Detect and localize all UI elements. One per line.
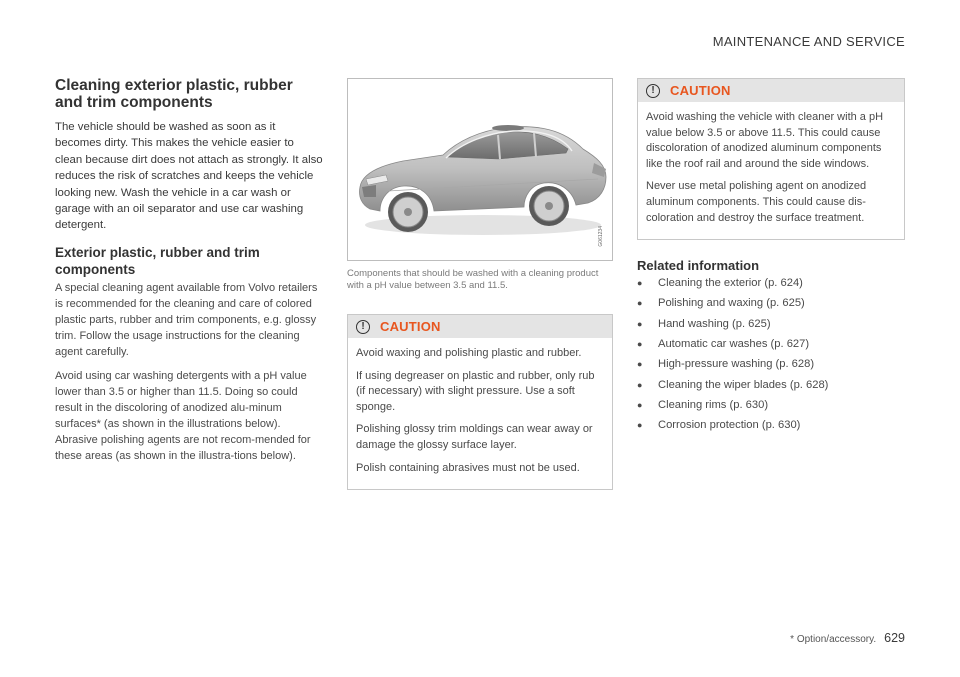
bullet-icon: ● [637, 399, 643, 410]
related-link-label[interactable]: Cleaning rims (p. 630) [658, 398, 769, 411]
related-link[interactable] [637, 276, 905, 291]
caution-text: Polishing glossy trim moldings can wear away or damage the glossy surface layer. [356, 423, 593, 451]
related-info-title: Related information [637, 258, 760, 274]
bullet-icon: ● [637, 359, 643, 370]
related-link[interactable] [637, 296, 905, 311]
related-link[interactable] [637, 357, 905, 372]
car-icon [348, 79, 614, 262]
caution-box-ph [637, 78, 905, 240]
exclamation-circle-icon: ! [356, 320, 370, 334]
exclamation-circle-icon: ! [646, 84, 660, 98]
running-header: MAINTENANCE AND SERVICE [712, 34, 905, 49]
section-subtitle: Exterior plastic, rubber and trim components [55, 244, 260, 277]
column-left [55, 77, 323, 472]
page-number: 629 [884, 631, 905, 645]
related-link-label[interactable]: Cleaning the wiper blades (p. 628) [658, 378, 829, 391]
column-middle [347, 78, 613, 490]
related-link-label[interactable]: Automatic car washes (p. 627) [658, 338, 810, 351]
footnote: * Option/accessory. [790, 634, 877, 645]
related-link-label[interactable]: Polishing and waxing (p. 625) [658, 297, 805, 310]
figure-caption: Components that should be washed with a cleaning product with a pH value between 3.5 and 11.5. [347, 268, 599, 291]
related-link[interactable] [637, 398, 905, 413]
bullet-icon: ● [637, 420, 643, 431]
caution-text: Never use metal polishing agent on anodized aluminum components. This could cause dis-coloration and destroy the surface treatment. [646, 180, 867, 224]
caution-header [348, 315, 612, 338]
bullet-icon: ● [637, 339, 643, 350]
bullet-icon: ● [637, 318, 643, 329]
page-title: Cleaning exterior plastic, rubber and trim components [55, 77, 293, 111]
caution-header [638, 79, 904, 102]
bullet-icon: ● [637, 379, 643, 390]
caution-box-waxing [347, 314, 613, 490]
related-link-label[interactable]: Cleaning the exterior (p. 624) [658, 277, 803, 290]
related-link-label[interactable]: High-pressure washing (p. 628) [658, 358, 815, 371]
caution-body [638, 102, 904, 239]
related-link-label[interactable]: Hand washing (p. 625) [658, 317, 771, 330]
figure-code: G061234 [598, 226, 604, 247]
caution-title: CAUTION [670, 83, 731, 98]
related-link[interactable] [637, 378, 905, 393]
caution-text: Polish containing abrasives must not be used. [356, 461, 580, 474]
caution-body [348, 338, 612, 489]
page-footer [790, 631, 905, 645]
related-link[interactable] [637, 418, 905, 433]
related-link[interactable] [637, 337, 905, 352]
paragraph-cleaning-agent: A special cleaning agent available from Volvo retailers is recommended for the cleaning and care of colored plastic parts, rubber and trim components, e.g. glossy trim. Follow the usage instructions for the cleaning agent carefully. [55, 281, 318, 358]
bullet-icon: ● [637, 298, 643, 309]
intro-paragraph: The vehicle should be washed as soon as it becomes dirty. This makes the vehicle easier to clean because dirt does not attach as strongly. It also reduces the risk of scratches and keeps the vehicle looking new. Wash the vehicle in a car wash or garage with an oil separator and use car washing detergent. [55, 121, 323, 232]
paragraph-ph-warning: Avoid using car washing detergents with a pH value lower than 3.5 or higher than 11.5. Doing so could result in the discoloring of anodized alu-minum surfaces* (as shown in the illustrations below). Abrasive polishing agents are not recom-mended for these areas (as shown in the illustra-tions below). [55, 369, 311, 462]
caution-text: If using degreaser on plastic and rubber, only rub (if necessary) with slight pressure. Use a soft sponge. [356, 369, 595, 413]
column-right [637, 78, 905, 439]
related-link[interactable] [637, 317, 905, 332]
caution-text: Avoid washing the vehicle with cleaner with a pH value below 3.5 or above 11.5. This could cause discoloration of anodized aluminum components like the roof rail and around the side windows. [646, 111, 884, 170]
caution-text: Avoid waxing and polishing plastic and rubber. [356, 347, 582, 359]
related-info-list [637, 276, 905, 433]
car-illustration [347, 78, 613, 261]
caution-title: CAUTION [380, 319, 441, 334]
related-link-label[interactable]: Corrosion protection (p. 630) [658, 419, 801, 432]
bullet-icon: ● [637, 278, 643, 289]
